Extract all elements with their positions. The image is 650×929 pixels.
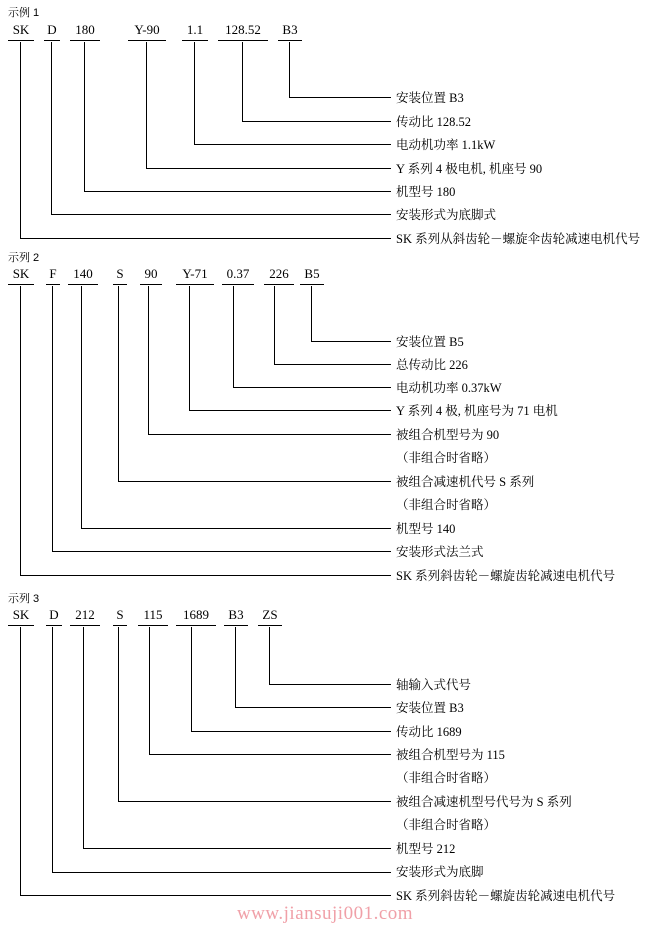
leader-line: [148, 286, 149, 434]
leader-line: [118, 627, 119, 801]
leader-line: [242, 42, 243, 121]
leader-line: [269, 627, 270, 684]
leader-line: [52, 872, 391, 873]
leader-line: [118, 801, 391, 802]
example-2-note-3: 电动机功率 0.37kW: [396, 381, 502, 395]
example-1-token-6: 128.52: [218, 22, 268, 41]
leader-line: [83, 848, 391, 849]
leader-line: [81, 528, 391, 529]
example-1-label: 示例 1: [8, 7, 40, 19]
leader-line: [146, 168, 391, 169]
leader-line: [146, 42, 147, 168]
example-1-token-5: 1.1: [182, 22, 208, 41]
example-3-token-6: 1689: [176, 607, 216, 626]
example-1-note-7: SK 系列从斜齿轮－螺旋伞齿轮减速电机代号: [396, 232, 641, 246]
leader-line: [20, 42, 21, 238]
leader-line: [52, 286, 53, 551]
leader-line: [149, 627, 150, 754]
example-2-note-6: （非组合时省略）: [396, 451, 497, 465]
leader-line: [242, 121, 391, 122]
leader-line: [233, 387, 391, 388]
example-2-token-4: S: [113, 266, 127, 285]
example-3-note-2: 安装位置 B3: [396, 701, 464, 715]
leader-line: [20, 238, 391, 239]
example-3-token-1: SK: [8, 607, 34, 626]
example-2-note-4: Y 系列 4 极, 机座号为 71 电机: [396, 404, 558, 418]
leader-line: [20, 895, 391, 896]
leader-line: [189, 286, 190, 410]
leader-line: [269, 684, 391, 685]
example-3-note-3: 传动比 1689: [396, 725, 462, 739]
example-3-note-8: 机型号 212: [396, 842, 456, 856]
example-2-note-10: 安装形式法兰式: [396, 545, 484, 559]
example-2-label: 示列 2: [8, 252, 40, 264]
example-1-note-2: 传动比 128.52: [396, 115, 472, 129]
leader-line: [235, 707, 391, 708]
example-3-note-7: （非组合时省略）: [396, 818, 497, 832]
leader-line: [311, 286, 312, 341]
leader-line: [118, 286, 119, 481]
example-3-note-1: 轴输入式代号: [396, 678, 472, 692]
example-3-note-5: （非组合时省略）: [396, 771, 497, 785]
leader-line: [84, 191, 391, 192]
example-2-token-3: 140: [68, 266, 98, 285]
example-2-note-5: 被组合机型号为 90: [396, 428, 500, 442]
leader-line: [20, 286, 21, 575]
leader-line: [20, 627, 21, 895]
example-2-note-7: 被组合减速机代号 S 系列: [396, 475, 535, 489]
leader-line: [194, 144, 391, 145]
example-1-token-2: D: [44, 22, 60, 41]
example-1-token-7: B3: [278, 22, 302, 41]
leader-line: [51, 214, 391, 215]
example-2-token-9: B5: [300, 266, 324, 285]
example-3-token-8: ZS: [258, 607, 282, 626]
leader-line: [311, 341, 391, 342]
example-1-note-5: 机型号 180: [396, 185, 456, 199]
example-3-note-10: SK 系列斜齿轮－螺旋齿轮减速电机代号: [396, 889, 616, 903]
watermark: www.jiansuji001.com: [236, 903, 414, 924]
example-2-token-7: 0.37: [222, 266, 254, 285]
example-1-token-3: 180: [70, 22, 100, 41]
leader-line: [274, 364, 391, 365]
leader-line: [81, 286, 82, 528]
example-3-token-5: 115: [138, 607, 168, 626]
leader-line: [274, 286, 275, 364]
example-1-token-1: SK: [8, 22, 34, 41]
leader-line: [289, 97, 391, 98]
example-2-note-8: （非组合时省略）: [396, 498, 497, 512]
example-2-token-6: Y-71: [176, 266, 214, 285]
leader-line: [189, 410, 391, 411]
example-3-token-3: 212: [70, 607, 100, 626]
leader-line: [289, 42, 290, 97]
leader-line: [83, 627, 84, 848]
leader-line: [194, 42, 195, 144]
example-3-token-2: D: [46, 607, 62, 626]
example-3-token-4: S: [113, 607, 127, 626]
example-3-token-7: B3: [224, 607, 248, 626]
example-1-token-4: Y-90: [128, 22, 166, 41]
example-2-token-5: 90: [140, 266, 162, 285]
leader-line: [84, 42, 85, 191]
leader-line: [148, 434, 391, 435]
leader-line: [233, 286, 234, 387]
example-3-note-9: 安装形式为底脚: [396, 865, 484, 879]
example-2-note-11: SK 系列斜齿轮－螺旋齿轮减速电机代号: [396, 569, 616, 583]
example-1-note-3: 电动机功率 1.1kW: [396, 138, 496, 152]
example-1-note-1: 安装位置 B3: [396, 91, 464, 105]
leader-line: [20, 575, 391, 576]
example-2-note-2: 总传动比 226: [396, 358, 468, 372]
leader-line: [191, 627, 192, 731]
leader-line: [52, 551, 391, 552]
example-3-label: 示列 3: [8, 593, 40, 605]
example-3-note-4: 被组合机型号为 115: [396, 748, 505, 762]
leader-line: [51, 42, 52, 214]
example-2-token-8: 226: [264, 266, 294, 285]
leader-line: [235, 627, 236, 707]
leader-line: [149, 754, 391, 755]
leader-line: [52, 627, 53, 872]
example-2-note-1: 安装位置 B5: [396, 335, 464, 349]
example-2-token-1: SK: [8, 266, 34, 285]
leader-line: [191, 731, 391, 732]
example-2-token-2: F: [46, 266, 60, 285]
leader-line: [118, 481, 391, 482]
example-3-note-6: 被组合减速机型号代号为 S 系列: [396, 795, 572, 809]
example-2-note-9: 机型号 140: [396, 522, 456, 536]
example-1-note-6: 安装形式为底脚式: [396, 208, 497, 222]
example-1-note-4: Y 系列 4 极电机, 机座号 90: [396, 162, 543, 176]
